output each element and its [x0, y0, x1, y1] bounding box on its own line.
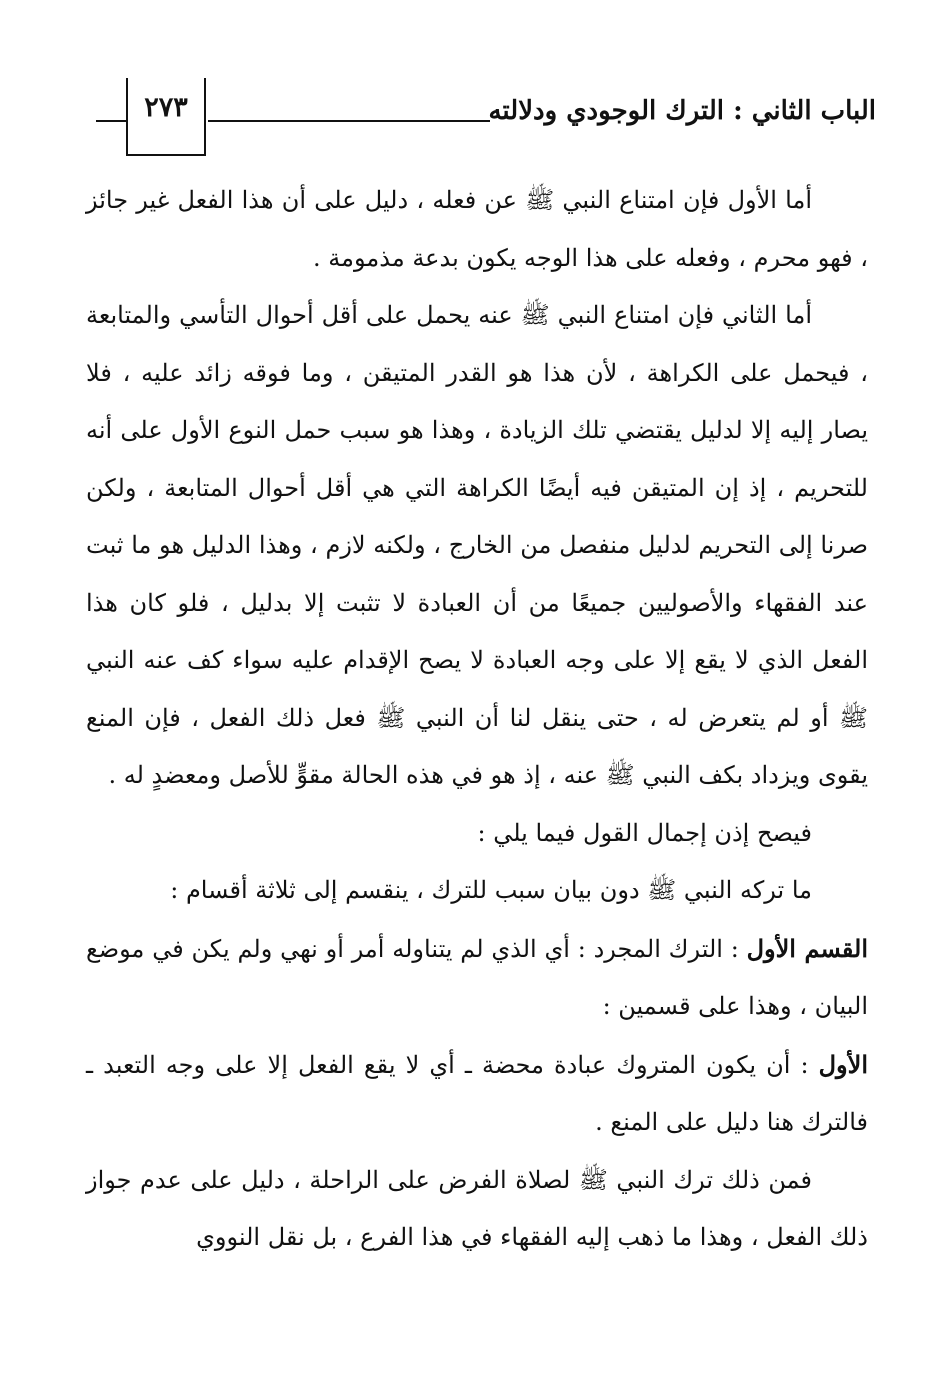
paragraph: [86, 920, 868, 1036]
page-number: ٢٧٣: [144, 92, 188, 123]
paragraph-text: أما الأول فإن امتناع النبي ﷺ عن فعله ، دليل على أن هذا الفعل غير جائز ، فهو محرم ، وفعله على هذا الوجه يكون بدعة مذمومة .: [86, 186, 868, 272]
chapter-title: الباب الثاني : الترك الوجودي ودلالته: [488, 96, 876, 126]
paragraph-text: فمن ذلك ترك النبي ﷺ لصلاة الفرض على الراحلة ، دليل على عدم جواز ذلك الفعل ، وهذا ما ذهب إليه الفقهاء في هذا الفرع ، بل نقل النووي: [86, 1165, 868, 1251]
page-number-box: [126, 78, 206, 156]
paragraph-text: : الترك المجرد : أي الذي لم يتناوله أمر أو نهي ولم يكن في موضع البيان ، وهذا على قسمين :: [86, 934, 868, 1020]
page-body: [86, 172, 868, 1267]
paragraph: [86, 1152, 868, 1267]
section-lead: الأول: [818, 1049, 868, 1079]
paragraph-text: : أن يكون المتروك عبادة محضة ـ أي لا يقع الفعل إلا على وجه التعبد ـ فالترك هنا دليل على المنع .: [86, 1050, 868, 1136]
paragraph: [86, 172, 868, 287]
running-header: [96, 78, 880, 158]
header-rule: [208, 120, 490, 122]
paragraph-text: فيصح إذن إجمال القول فيما يلي :: [477, 818, 812, 847]
paragraph: [86, 287, 868, 805]
paragraph: [86, 862, 868, 920]
header-rule-left: [96, 120, 126, 122]
paragraph-text: أما الثاني فإن امتناع النبي ﷺ عنه يحمل على أقل أحوال التأسي والمتابعة ، فيحمل على الكراهة ، لأن هذا هو القدر المتيقن ، وما فوقه زائد عليه ، فلا يصار إليه إلا لدليل يقتضي تلك الزيادة ، وهذا هو سبب حمل النوع الأول على أنه للتحريم ، إذ إن المتيقن فيه أيضًا الكراهة التي هي أقل أحوال المتابعة ، ولكن صرنا إلى التحريم لدليل منفصل من الخارج ، ولكنه لازم ، وهذا الدليل هو ما ثبت عند الفقهاء والأصوليين جميعًا من أن العبادة لا تثبت إلا بدليل ، فلو كان هذا الفعل الذي لا يقع إلا على وجه العبادة لا يصح الإقدام عليه سواء كف عنه النبي ﷺ أو لم يتعرض له ، حتى ينقل لنا أن النبي ﷺ فعل ذلك الفعل ، فإن المنع يقوى ويزداد بكف النبي ﷺ عنه ، إذ هو في هذه الحالة مقوٍّ للأصل ومعضدٍ له .: [86, 301, 869, 789]
paragraph: [86, 805, 868, 863]
paragraph-text: ما تركه النبي ﷺ دون بيان سبب للترك ، ينقسم إلى ثلاثة أقسام :: [170, 876, 812, 904]
section-lead: القسم الأول: [746, 933, 868, 963]
paragraph: [86, 1036, 868, 1152]
